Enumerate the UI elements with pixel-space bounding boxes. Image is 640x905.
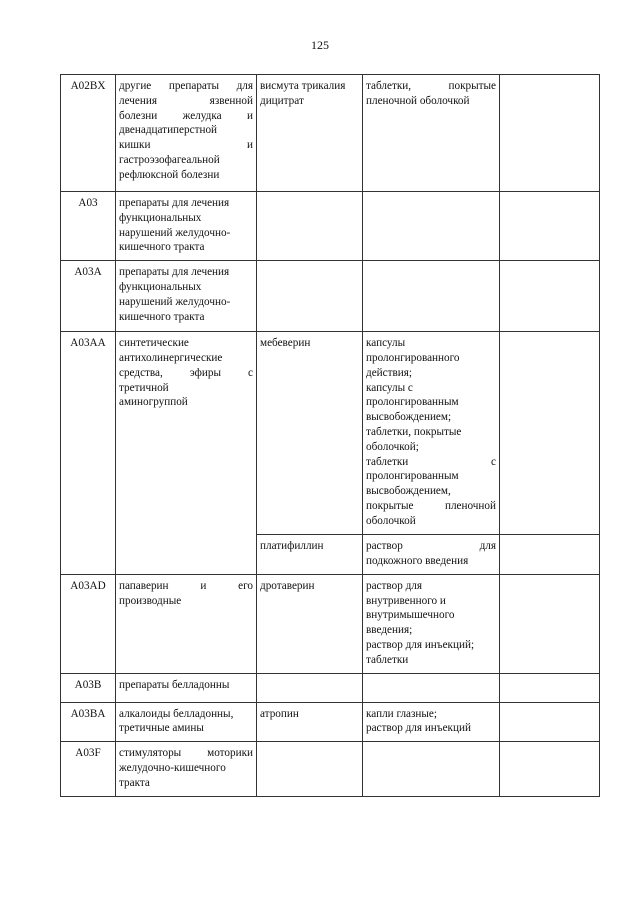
empty-cell [500,574,600,673]
atc-code-cell: A02BX [61,75,116,192]
group-name-cell [116,574,257,673]
text-line: рефлюксной болезни [119,168,220,181]
dosage-form-cell [363,332,500,535]
drug-name-cell [257,574,363,673]
text-line: аминогруппой [119,396,188,409]
atc-code-cell: A03F [61,742,116,796]
text-line: введения; [366,624,413,637]
text-line: мебеверин [260,337,311,350]
text-line: внутривенного и [366,594,446,607]
text-line: двенадцатиперстной [119,124,218,137]
table-row [61,574,600,673]
dosage-form-cell [363,574,500,673]
text-line: синтетические [119,337,189,350]
text-line: препараты для лечения [119,197,230,209]
table-row [61,673,600,702]
atc-code-cell: A03AA [61,332,116,575]
drug-name-cell [257,673,363,702]
text-line: другие препараты для [119,80,253,92]
dosage-form-cell [363,702,500,742]
dosage-form-cell [363,192,500,261]
atc-code-cell: A03A [61,261,116,332]
drug-name-cell [257,535,363,575]
table-row [61,75,600,192]
table-row [61,332,600,535]
dosage-form-cell [363,535,500,575]
dosage-form-cell [363,673,500,702]
text-line: средства, эфиры с [119,366,253,379]
text-line: функциональных [119,211,202,224]
text-line: таблетки с [366,455,496,468]
table-row [61,742,600,796]
text-line: пролонгированного [366,351,460,364]
text-line: оболочкой [366,514,416,527]
drug-name-cell [257,192,363,261]
text-line: раствор для инъекций [366,722,471,735]
group-name-cell [116,742,257,796]
text-line: оболочкой; [366,440,419,453]
atc-code-cell: A03AD [61,574,116,673]
text-line: платифиллин [260,540,324,553]
table-row [61,261,600,332]
text-line: таблетки [366,653,409,666]
text-line: производные [119,594,182,607]
empty-cell [500,192,600,261]
text-line: пленочной оболочкой [366,94,470,107]
text-line: таблетки, покрытые [366,425,462,438]
drug-name-cell [257,75,363,192]
text-line: кишки и [119,139,253,152]
empty-cell [500,742,600,796]
group-name-cell [116,332,257,575]
empty-cell [500,332,600,535]
dosage-form-cell [363,742,500,796]
text-line: дротаверин [260,579,315,592]
drug-name-cell [257,261,363,332]
drug-name-cell [257,702,363,742]
empty-cell [500,702,600,742]
text-line: висмута трикалия [260,80,346,92]
text-line: атропин [260,707,299,720]
group-name-cell [116,702,257,742]
text-line: гастроэзофагеальной [119,153,220,166]
empty-cell [500,535,600,575]
text-line: высвобождением, [366,485,451,498]
page-number: 125 [311,38,329,52]
text-line: капли глазные; [366,707,438,720]
text-line: дицитрат [260,94,304,107]
text-line: раствор для [366,540,496,553]
dosage-form-cell [363,261,500,332]
text-line: нарушений желудочно- [119,226,231,239]
text-line: внутримышечного [366,609,455,622]
text-line: кишечного тракта [119,310,205,323]
text-line: третичные амины [119,722,204,735]
text-line: препараты для лечения [119,266,230,279]
text-line: раствор для инъекций; [366,638,475,651]
text-line: кишечного тракта [119,241,205,254]
text-line: антихолинергические [119,351,223,364]
text-line: высвобождением; [366,411,452,424]
empty-cell [500,261,600,332]
text-line: покрытые пленочной [366,499,496,512]
atc-code-cell: A03BA [61,702,116,742]
text-line: стимуляторы моторики [119,747,253,760]
text-line: лечения язвенной [119,94,253,107]
empty-cell [500,75,600,192]
group-name-cell [116,75,257,192]
text-line: подкожного введения [366,554,469,567]
atc-code-cell: A03B [61,673,116,702]
table-row [61,192,600,261]
text-line: капсулы [366,337,406,350]
table-body [61,75,600,797]
text-line: пролонгированным [366,470,459,483]
text-line: болезни желудка и [119,109,253,122]
drug-classification-table [60,74,600,797]
dosage-form-cell [363,75,500,192]
text-line: тракта [119,776,150,789]
text-line: алкалоиды белладонны, [119,707,234,720]
table-row [61,702,600,742]
group-name-cell [116,192,257,261]
drug-name-cell [257,332,363,535]
drug-name-cell [257,742,363,796]
text-line: раствор для [366,579,423,592]
text-line: функциональных [119,280,202,293]
text-line: папаверин и его [119,579,253,592]
text-line: препараты белладонны [119,678,230,691]
text-line: действия; [366,366,413,379]
atc-code-cell: A03 [61,192,116,261]
text-line: капсулы с [366,381,413,394]
text-line: пролонгированным [366,396,459,409]
text-line: желудочно-кишечного [119,761,226,774]
text-line: третичной [119,381,169,394]
group-name-cell [116,673,257,702]
group-name-cell [116,261,257,332]
empty-cell [500,673,600,702]
text-line: таблетки, покрытые [366,80,496,92]
text-line: нарушений желудочно- [119,295,231,308]
